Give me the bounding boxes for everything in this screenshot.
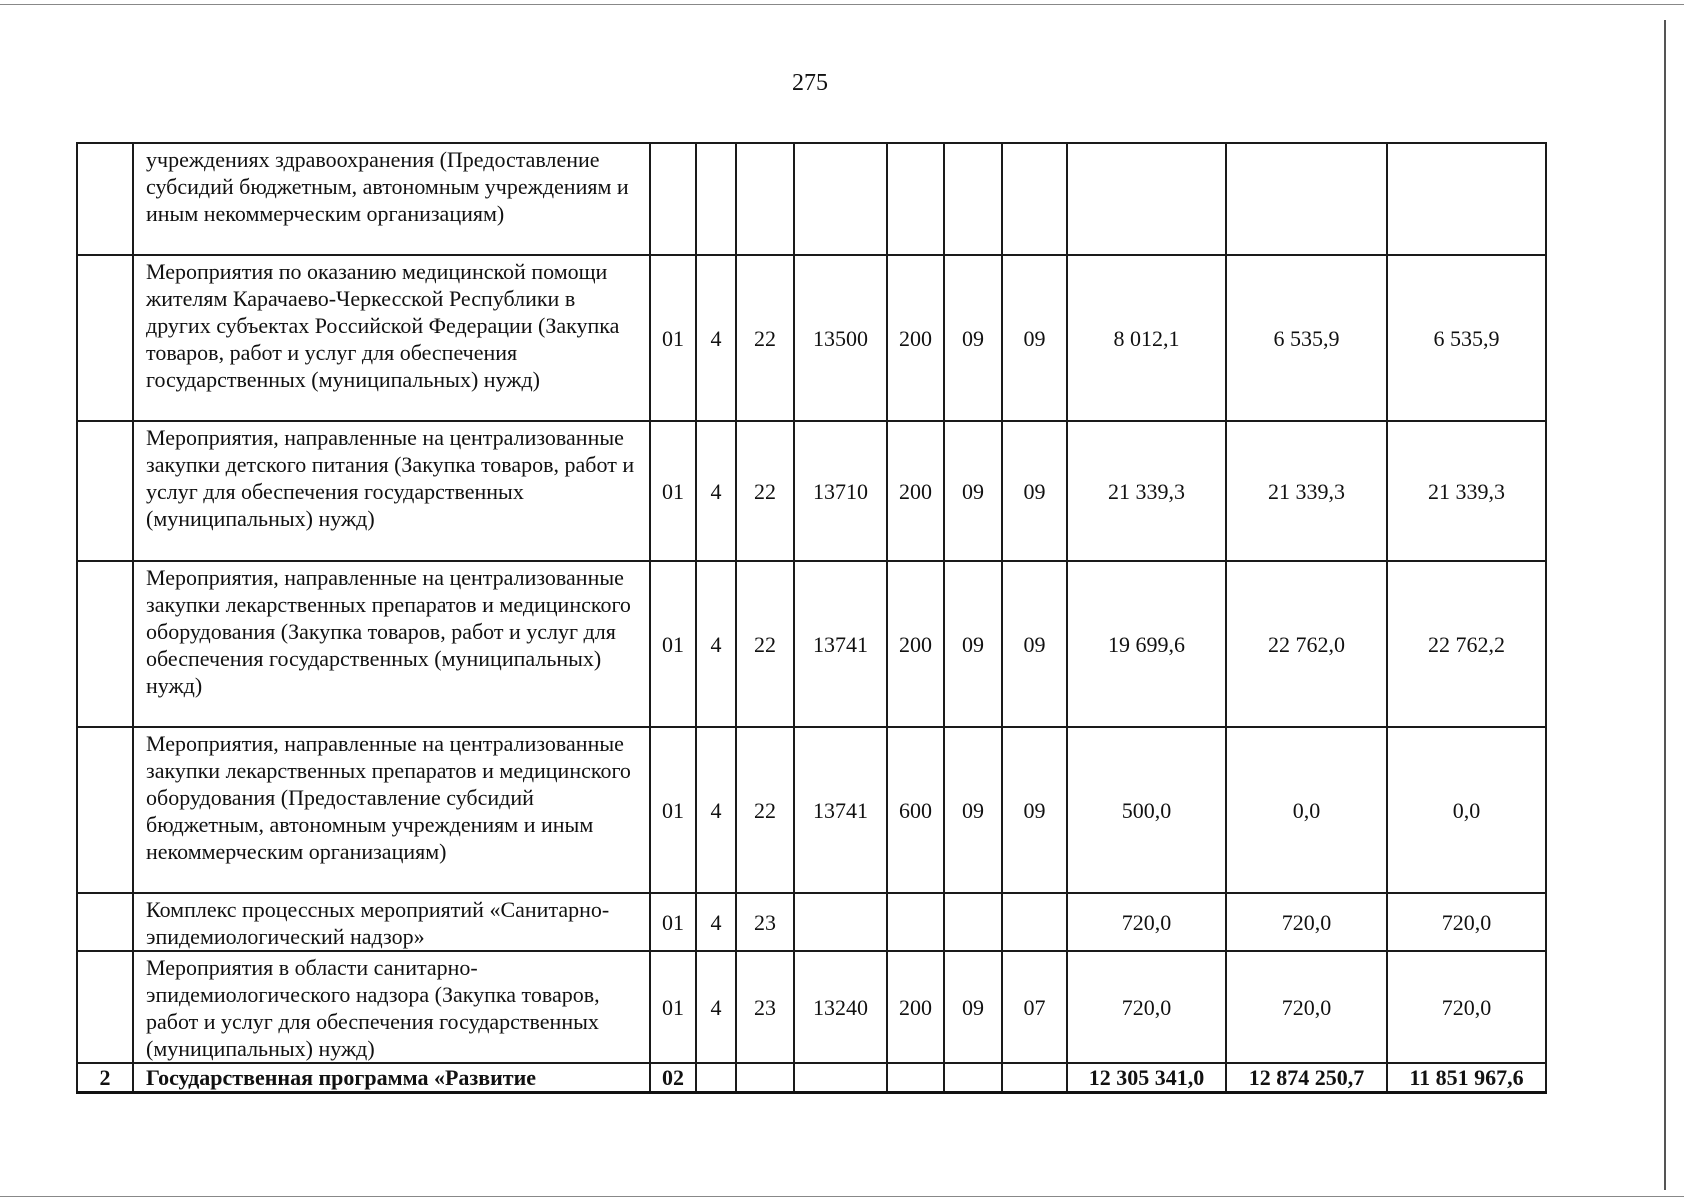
amount-year-2: 12 874 250,7 (1226, 1063, 1387, 1093)
code-subsection: 09 (1002, 421, 1067, 561)
page-number: 275 (792, 70, 828, 96)
code-section (944, 893, 1002, 951)
row-description: Мероприятия по оказанию медицинской помощи жителям Карачаево-Черкесской Республики в других субъектах Российской Федерации (Закупка товаров, работ и услуг для обеспечения государственных (муниципальных) нужд) (133, 255, 650, 421)
row-description: Мероприятия в области санитарно-эпидемиологического надзора (Закупка товаров, работ и услуг для обеспечения государственных (муниципальных) нужд) (133, 951, 650, 1063)
code-subprogram: 4 (696, 561, 736, 727)
code-type: 200 (887, 421, 944, 561)
table-row-total (77, 1063, 1546, 1093)
code-type: 200 (887, 951, 944, 1063)
row-number (77, 951, 133, 1063)
code-expense: 13741 (794, 727, 887, 893)
code-section: 09 (944, 421, 1002, 561)
amount-year-3: 21 339,3 (1387, 421, 1546, 561)
code-type: 600 (887, 727, 944, 893)
code-program: 01 (650, 951, 696, 1063)
code-direction: 22 (736, 561, 794, 727)
code-expense: 13500 (794, 255, 887, 421)
scan-border-right (1664, 20, 1666, 1190)
table-row (77, 561, 1546, 727)
code-direction: 23 (736, 893, 794, 951)
code-type: 200 (887, 255, 944, 421)
code-direction (736, 1063, 794, 1093)
code-subsection (1002, 143, 1067, 255)
amount-year-2: 720,0 (1226, 951, 1387, 1063)
row-description: Мероприятия, направленные на централизованные закупки лекарственных препаратов и медицинского оборудования (Предоставление субсидий бюджетным, автономным учреждениям и иным некоммерческим организациям) (133, 727, 650, 893)
row-number (77, 727, 133, 893)
amount-year-3: 6 535,9 (1387, 255, 1546, 421)
code-section: 09 (944, 727, 1002, 893)
code-expense (794, 143, 887, 255)
code-subprogram: 4 (696, 893, 736, 951)
row-description: Государственная программа «Развитие (133, 1063, 650, 1093)
table-body (77, 143, 1546, 1093)
code-direction: 22 (736, 255, 794, 421)
code-direction: 22 (736, 421, 794, 561)
code-subsection: 09 (1002, 255, 1067, 421)
row-description: Комплекс процессных мероприятий «Санитарно-эпидемиологический надзор» (133, 893, 650, 951)
amount-year-2: 22 762,0 (1226, 561, 1387, 727)
code-type (887, 1063, 944, 1093)
table-row (77, 143, 1546, 255)
amount-year-1: 19 699,6 (1067, 561, 1226, 727)
amount-year-2: 21 339,3 (1226, 421, 1387, 561)
row-number (77, 421, 133, 561)
amount-year-2: 720,0 (1226, 893, 1387, 951)
scan-border-top (0, 4, 1684, 5)
code-type (887, 893, 944, 951)
code-program: 02 (650, 1063, 696, 1093)
row-number (77, 561, 133, 727)
amount-year-1 (1067, 143, 1226, 255)
code-subsection: 07 (1002, 951, 1067, 1063)
code-section: 09 (944, 951, 1002, 1063)
table-row (77, 421, 1546, 561)
amount-year-1: 8 012,1 (1067, 255, 1226, 421)
amount-year-2: 6 535,9 (1226, 255, 1387, 421)
amount-year-2: 0,0 (1226, 727, 1387, 893)
amount-year-3: 720,0 (1387, 893, 1546, 951)
code-expense: 13710 (794, 421, 887, 561)
code-subsection (1002, 1063, 1067, 1093)
amount-year-3 (1387, 143, 1546, 255)
code-subprogram: 4 (696, 421, 736, 561)
amount-year-3: 0,0 (1387, 727, 1546, 893)
code-section: 09 (944, 255, 1002, 421)
code-type: 200 (887, 561, 944, 727)
code-program: 01 (650, 727, 696, 893)
table-row (77, 951, 1546, 1063)
code-expense: 13741 (794, 561, 887, 727)
code-program (650, 143, 696, 255)
code-subsection: 09 (1002, 727, 1067, 893)
code-type (887, 143, 944, 255)
code-direction: 22 (736, 727, 794, 893)
table-row (77, 255, 1546, 421)
row-number: 2 (77, 1063, 133, 1093)
code-subprogram: 4 (696, 727, 736, 893)
code-section: 09 (944, 561, 1002, 727)
amount-year-3: 11 851 967,6 (1387, 1063, 1546, 1093)
code-subprogram (696, 1063, 736, 1093)
scan-border-bottom (0, 1196, 1684, 1197)
code-subsection: 09 (1002, 561, 1067, 727)
amount-year-1: 720,0 (1067, 951, 1226, 1063)
row-description: учреждениях здравоохранения (Предоставление субсидий бюджетным, автономным учреждениям и иным некоммерческим организациям) (133, 143, 650, 255)
code-program: 01 (650, 421, 696, 561)
amount-year-3: 720,0 (1387, 951, 1546, 1063)
code-subprogram (696, 143, 736, 255)
code-section (944, 143, 1002, 255)
code-expense (794, 893, 887, 951)
row-description: Мероприятия, направленные на централизованные закупки лекарственных препаратов и медицинского оборудования (Закупка товаров, работ и услуг для обеспечения государственных (муниципальных) нужд) (133, 561, 650, 727)
code-subprogram: 4 (696, 255, 736, 421)
amount-year-2 (1226, 143, 1387, 255)
code-section (944, 1063, 1002, 1093)
code-expense (794, 1063, 887, 1093)
amount-year-1: 720,0 (1067, 893, 1226, 951)
row-number (77, 255, 133, 421)
amount-year-1: 12 305 341,0 (1067, 1063, 1226, 1093)
row-number (77, 893, 133, 951)
code-subsection (1002, 893, 1067, 951)
code-program: 01 (650, 893, 696, 951)
code-program: 01 (650, 561, 696, 727)
row-number (77, 143, 133, 255)
budget-table (76, 142, 1547, 1094)
code-expense: 13240 (794, 951, 887, 1063)
code-direction (736, 143, 794, 255)
row-description: Мероприятия, направленные на централизованные закупки детского питания (Закупка товаров, работ и услуг для обеспечения государственных (муниципальных) нужд) (133, 421, 650, 561)
code-direction: 23 (736, 951, 794, 1063)
amount-year-1: 500,0 (1067, 727, 1226, 893)
amount-year-3: 22 762,2 (1387, 561, 1546, 727)
table-row (77, 893, 1546, 951)
amount-year-1: 21 339,3 (1067, 421, 1226, 561)
code-program: 01 (650, 255, 696, 421)
code-subprogram: 4 (696, 951, 736, 1063)
table-row (77, 727, 1546, 893)
